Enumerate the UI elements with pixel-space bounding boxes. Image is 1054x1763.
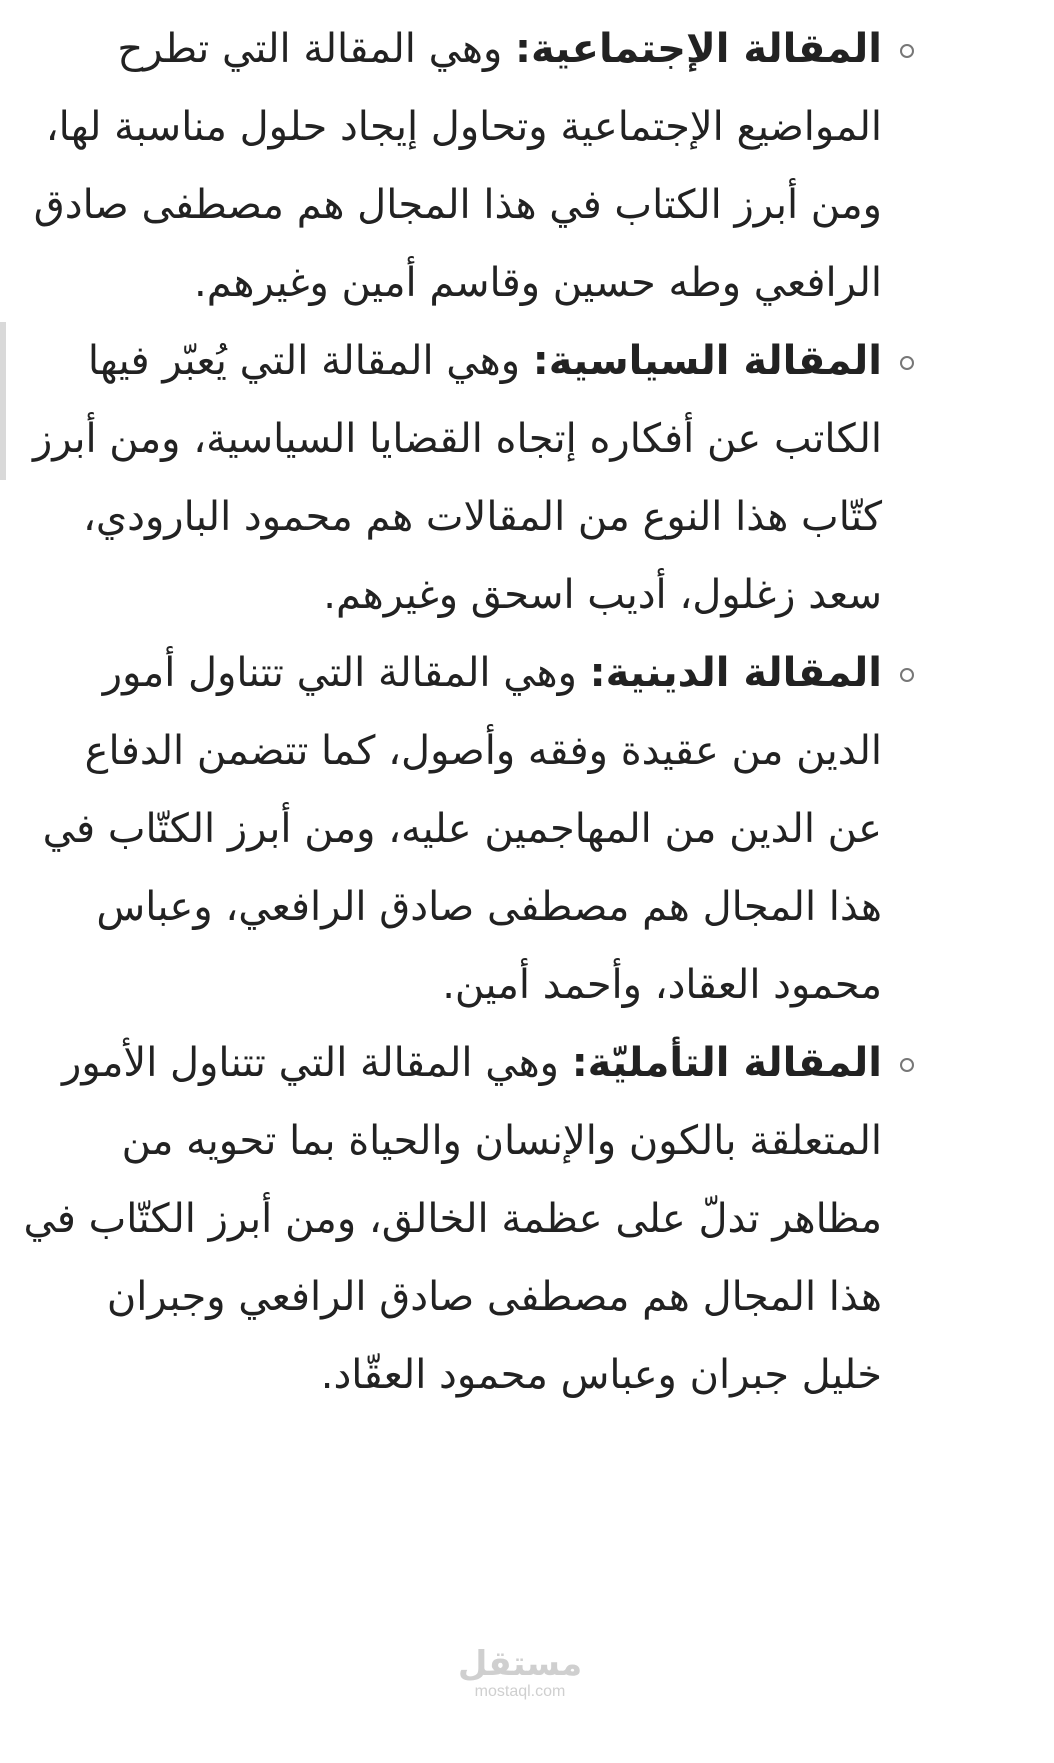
circle-bullet-icon [900, 1058, 914, 1072]
list-item-text [22, 634, 882, 1024]
article-types-list [23, 10, 1054, 1414]
watermark-logo: مستقل [457, 1644, 583, 1684]
circle-bullet-icon [900, 44, 914, 58]
term-description: وهي المقالة التي تتناول أمور الدين من عقيدة وفقه وأصول، كما تتضمن الدفاع عن الدين من المهاجمين عليه، ومن أبرز الكتّاب في هذا المجال هم مصطفى صادق الرافعي، وعباس محمود العقاد، وأحمد أمين. [42, 650, 882, 1008]
mostaql-watermark [455, 1645, 585, 1701]
list-item-text [22, 10, 882, 322]
term-description: وهي المقالة التي تتناول الأمور المتعلقة بالكون والإنسان والحياة بما تحويه من مظاهر تدلّ على عظمة الخالق، ومن أبرز الكتّاب في هذا المجال هم مصطفى صادق الرافعي وجبران خليل جبران وعباس محمود العقّاد. [23, 1040, 882, 1398]
list-item-social-article [30, 10, 1054, 322]
scroll-indicator[interactable] [0, 322, 6, 480]
article-body [23, 10, 1054, 1414]
list-item-religious-article [30, 634, 1054, 1024]
term-label: المقالة التأمليّة: [571, 1040, 882, 1086]
list-item-text [22, 322, 882, 634]
term-description: وهي المقالة التي تطرح المواضيع الإجتماعية وتحاول إيجاد حلول مناسبة لها، ومن أبرز الكتاب في هذا المجال هم مصطفى صادق الرافعي وطه حسين وقاسم أمين وغيرهم. [33, 26, 882, 306]
circle-bullet-icon [900, 668, 914, 682]
list-item-text [22, 1024, 882, 1414]
term-label: المقالة السياسية: [532, 338, 882, 384]
term-label: المقالة الدينية: [589, 650, 882, 696]
list-item-contemplative-article [23, 1024, 1054, 1414]
list-item-political-article [30, 322, 1054, 634]
watermark-url: mostaql.com [474, 1683, 566, 1700]
circle-bullet-icon [900, 356, 914, 370]
term-label: المقالة الإجتماعية: [515, 26, 882, 72]
term-description: وهي المقالة التي يُعبّر فيها الكاتب عن أفكاره إتجاه القضايا السياسية، ومن أبرز كتّاب هذا النوع من المقالات هم محمود البارودي، سعد زغلول، أديب اسحق وغيرهم. [32, 338, 882, 618]
